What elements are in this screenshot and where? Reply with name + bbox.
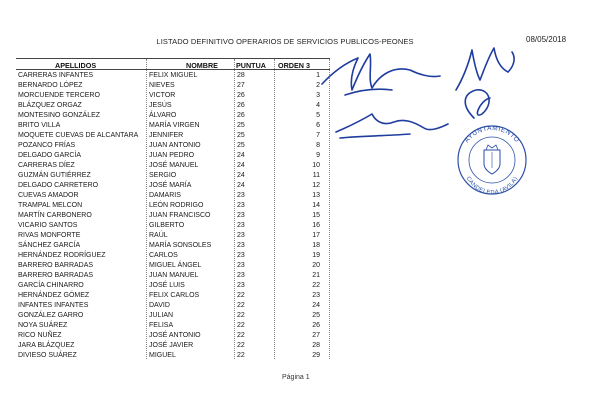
puntuacion-cell: 28 (237, 72, 245, 79)
coat-of-arms-icon (484, 145, 500, 174)
table-row (16, 331, 328, 341)
orden-cell: 4 (316, 102, 320, 109)
table-row (16, 161, 328, 171)
table-row (16, 301, 328, 311)
orden-cell: 22 (312, 282, 320, 289)
puntuacion-cell: 22 (237, 332, 245, 339)
puntuacion-cell: 23 (237, 272, 245, 279)
apellidos-cell: CUEVAS AMADOR (18, 192, 79, 199)
puntuacion-cell: 24 (237, 152, 245, 159)
orden-cell: 28 (312, 342, 320, 349)
table-row (16, 151, 328, 161)
nombre-cell: RAÚL (149, 232, 168, 239)
table-row (16, 311, 328, 321)
orden-cell: 29 (312, 352, 320, 359)
municipal-stamp (458, 125, 526, 196)
apellidos-cell: BRITO VILLA (18, 122, 61, 129)
orden-cell: 26 (312, 322, 320, 329)
puntuacion-cell: 24 (237, 182, 245, 189)
table-row (16, 251, 328, 261)
nombre-cell: MARÍA VIRGEN (149, 122, 200, 129)
apellidos-cell: MONTESINO GONZÁLEZ (18, 112, 101, 119)
nombre-cell: CARLOS (149, 252, 178, 259)
nombre-cell: JOSÉ MARÍA (149, 182, 192, 189)
apellidos-cell: CARRERAS INFANTES (18, 72, 94, 79)
nombre-cell: JUAN PEDRO (149, 152, 195, 159)
orden-cell: 5 (316, 112, 320, 119)
table-row (16, 81, 328, 91)
page-number: Página 1 (282, 374, 310, 381)
nombre-cell: JOSÉ JAVIER (149, 342, 194, 349)
puntuacion-cell: 27 (237, 82, 245, 89)
nombre-cell: JULIAN (149, 312, 174, 319)
puntuacion-cell: 22 (237, 352, 245, 359)
puntuacion-cell: 23 (237, 212, 245, 219)
table-row (16, 231, 328, 241)
puntuacion-cell: 26 (237, 102, 245, 109)
orden-cell: 6 (316, 122, 320, 129)
apellidos-cell: DELGADO GARCÍA (18, 152, 82, 159)
nombre-cell: FELISA (149, 322, 174, 329)
orden-cell: 3 (316, 92, 320, 99)
nombre-cell: JOSÉ MANUEL (149, 162, 199, 169)
apellidos-cell: SÁNCHEZ GARCÍA (18, 242, 81, 249)
orden-cell: 27 (312, 332, 320, 339)
table-row (16, 211, 328, 221)
table-row (16, 191, 328, 201)
nombre-cell: JOSÉ LUIS (149, 282, 185, 289)
orden-cell: 14 (312, 202, 320, 209)
apellidos-cell: RIVAS MONFORTE (18, 232, 81, 239)
puntuacion-cell: 22 (237, 302, 245, 309)
table-row (16, 171, 328, 181)
signature-1 (322, 54, 440, 95)
table-row (16, 281, 328, 291)
table-row (16, 121, 328, 131)
signature-2 (456, 48, 514, 90)
orden-cell: 19 (312, 252, 320, 259)
nombre-cell: DAVID (149, 302, 170, 309)
stamp-text-top: AYUNTAMIENTO (463, 124, 521, 145)
orden-cell: 20 (312, 262, 320, 269)
table-row (16, 131, 328, 141)
orden-cell: 16 (312, 222, 320, 229)
nombre-cell: ÁLVARO (149, 112, 177, 119)
orden-cell: 15 (312, 212, 320, 219)
nombre-cell: JENNIFER (149, 132, 184, 139)
apellidos-cell: CARRERAS DÍEZ (18, 162, 75, 169)
puntuacion-cell: 22 (237, 322, 245, 329)
svg-text:AYUNTAMIENTO (463, 125, 520, 144)
table-row (16, 291, 328, 301)
orden-cell: 1 (316, 72, 320, 79)
nombre-cell: JOSÉ ANTONIO (149, 332, 201, 339)
puntuacion-cell: 25 (237, 142, 245, 149)
nombre-cell: JUAN FRANCISCO (149, 212, 211, 219)
table-header-rule (16, 69, 330, 70)
apellidos-cell: DIVIESO SUÁREZ (18, 352, 77, 359)
table-row (16, 341, 328, 351)
apellidos-cell: HERNÁNDEZ GÓMEZ (18, 292, 90, 299)
stamp-text-bottom: CANDELEDA (AVILA) (464, 175, 520, 197)
signature-4 (465, 90, 490, 118)
table-row (16, 261, 328, 271)
nombre-cell: NIEVES (149, 82, 175, 89)
nombre-cell: VICTOR (149, 92, 176, 99)
puntuacion-cell: 23 (237, 262, 245, 269)
header-nombre: NOMBRE (186, 61, 218, 70)
nombre-cell: JUAN MANUEL (149, 272, 199, 279)
svg-text:CANDELEDA (AVILA) (465, 176, 519, 196)
puntuacion-cell: 25 (237, 132, 245, 139)
apellidos-cell: BERNARDO LÓPEZ (18, 82, 83, 89)
nombre-cell: LEÓN RODRIGO (149, 202, 204, 209)
puntuacion-cell: 23 (237, 242, 245, 249)
table-row (16, 321, 328, 331)
orden-cell: 17 (312, 232, 320, 239)
puntuacion-cell: 23 (237, 282, 245, 289)
orden-cell: 9 (316, 152, 320, 159)
puntuacion-cell: 26 (237, 92, 245, 99)
column-divider (329, 59, 330, 359)
table-row (16, 71, 328, 81)
table-top-rule (16, 58, 330, 59)
apellidos-cell: GUZMÁN GUTIÉRREZ (18, 172, 91, 179)
puntuacion-cell: 23 (237, 252, 245, 259)
nombre-cell: JUAN ANTONIO (149, 142, 201, 149)
orden-cell: 23 (312, 292, 320, 299)
apellidos-cell: DELGADO CARRETERO (18, 182, 99, 189)
puntuacion-cell: 23 (237, 192, 245, 199)
orden-cell: 13 (312, 192, 320, 199)
apellidos-cell: MOQUETE CUEVAS DE ALCANTARA (18, 132, 139, 139)
signature-3 (336, 114, 448, 138)
apellidos-cell: INFANTES INFANTES (18, 302, 89, 309)
apellidos-cell: VICARIO SANTOS (18, 222, 78, 229)
header-orden: ORDEN 3 (278, 61, 310, 70)
apellidos-cell: GONZÁLEZ GARRO (18, 312, 84, 319)
puntuacion-cell: 24 (237, 172, 245, 179)
orden-cell: 18 (312, 242, 320, 249)
table-row (16, 351, 328, 361)
nombre-cell: FELIX MIGUEL (149, 72, 198, 79)
nombre-cell: FELIX CARLOS (149, 292, 200, 299)
orden-cell: 25 (312, 312, 320, 319)
nombre-cell: GILBERTO (149, 222, 185, 229)
apellidos-cell: MORCUENDE TERCERO (18, 92, 100, 99)
nombre-cell: JESÚS (149, 102, 172, 109)
table-row (16, 221, 328, 231)
orden-cell: 11 (312, 172, 320, 179)
apellidos-cell: BARRERO BARRADAS (18, 262, 94, 269)
puntuacion-cell: 22 (237, 342, 245, 349)
apellidos-cell: TRAMPAL MELCON (18, 202, 83, 209)
puntuacion-cell: 23 (237, 232, 245, 239)
orden-cell: 2 (316, 82, 320, 89)
nombre-cell: MIGUEL ÁNGEL (149, 262, 202, 269)
document-date: 08/05/2018 (526, 35, 567, 44)
table-row (16, 201, 328, 211)
orden-cell: 12 (312, 182, 320, 189)
nombre-cell: SERGIO (149, 172, 177, 179)
table-row (16, 271, 328, 281)
puntuacion-cell: 22 (237, 312, 245, 319)
header-apellidos: APELLIDOS (55, 61, 97, 70)
table-row (16, 181, 328, 191)
apellidos-cell: RICO NUÑEZ (18, 332, 62, 339)
orden-cell: 21 (312, 272, 320, 279)
apellidos-cell: MARTÍN CARBONERO (18, 212, 92, 219)
apellidos-cell: JARA BLÁZQUEZ (18, 342, 75, 349)
orden-cell: 7 (316, 132, 320, 139)
puntuacion-cell: 23 (237, 202, 245, 209)
header-puntuacion: PUNTUA (236, 61, 266, 70)
puntuacion-cell: 23 (237, 222, 245, 229)
table-row (16, 141, 328, 151)
orden-cell: 8 (316, 142, 320, 149)
orden-cell: 24 (312, 302, 320, 309)
orden-cell: 10 (312, 162, 320, 169)
apellidos-cell: GARCÍA CHINARRO (18, 282, 84, 289)
puntuacion-cell: 25 (237, 122, 245, 129)
apellidos-cell: HERNÁNDEZ RODRÍGUEZ (18, 252, 106, 259)
nombre-cell: MIGUEL (149, 352, 176, 359)
apellidos-cell: POZANCO FRÍAS (18, 142, 76, 149)
puntuacion-cell: 26 (237, 112, 245, 119)
apellidos-cell: NOYA SUÁREZ (18, 322, 68, 329)
table-row (16, 101, 328, 111)
table-row (16, 91, 328, 101)
document-title: LISTADO DEFINITIVO OPERARIOS DE SERVICIOS PUBLICOS-PEONES (156, 37, 414, 46)
apellidos-cell: BLÁZQUEZ ORGAZ (18, 102, 82, 109)
puntuacion-cell: 22 (237, 292, 245, 299)
nombre-cell: MARÍA SONSOLES (149, 242, 212, 249)
nombre-cell: DAMARIS (149, 192, 181, 199)
apellidos-cell: BARRERO BARRADAS (18, 272, 94, 279)
table-row (16, 111, 328, 121)
puntuacion-cell: 24 (237, 162, 245, 169)
table-row (16, 241, 328, 251)
